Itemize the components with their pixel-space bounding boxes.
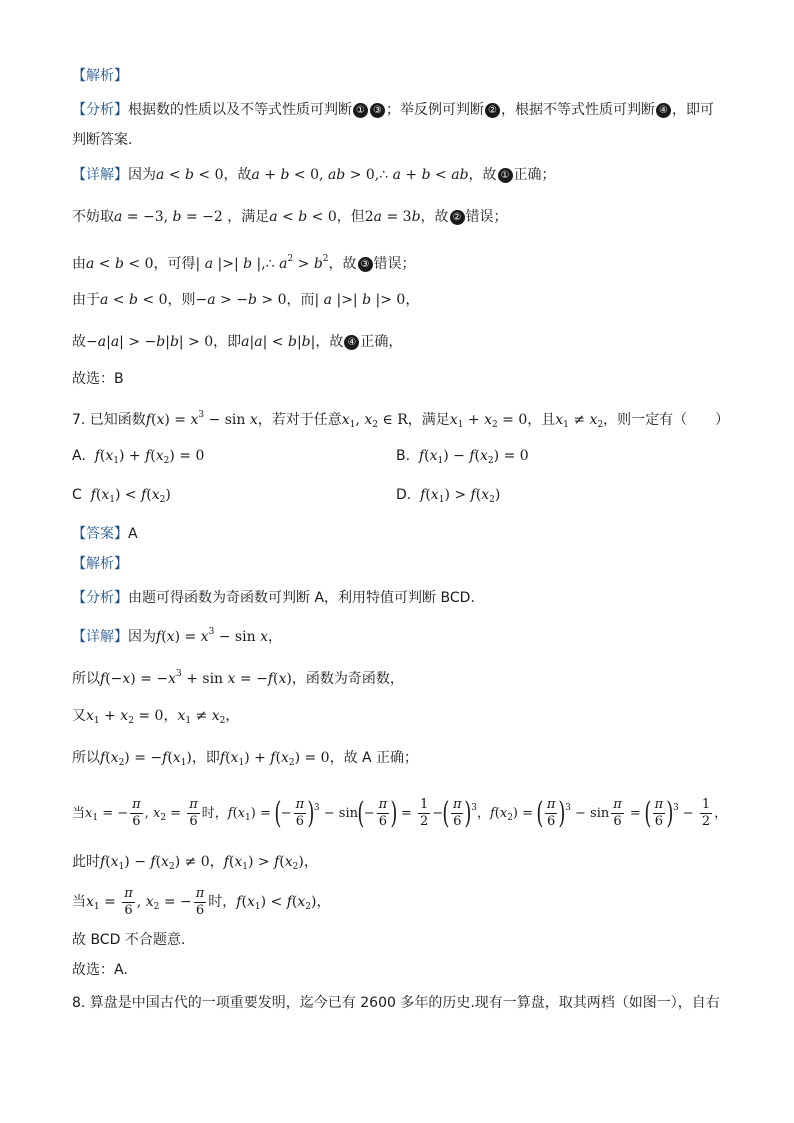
- xiangjie-7-line-7: 当$x_1$ = $\frac{\pi}{6}$ , $x_2$ = − $\frac{\pi}{6}$ 时，$f(x_1) < f(x_2)$，: [72, 885, 331, 918]
- circled-1: ①: [353, 103, 368, 118]
- question-7: 7. 已知函数$f(x) = x^3 - \sin x$，若对于任意$x_1$, $x_2$ ∈ R，满足$x_1 + x_2 = 0$，且$x_1 \ne x_2$，则一定有（ ）: [72, 410, 730, 430]
- fenxi-line-1: 【分析】根据数的性质以及不等式性质可判断 ① ③ ；举反例可判断 ② ，根据不等式性质可判断 ④ ，即可: [72, 102, 714, 118]
- jiexi-heading: 【解析】: [72, 68, 128, 84]
- option-a: A. $f(x_1) + f(x_2) = 0$: [72, 448, 205, 466]
- circled-4: ④: [656, 103, 671, 118]
- xiangjie-7-line-4: 所以$f(x_2) = -f(x_1)$，即$f(x_1) + f(x_2) = 0$，故 A 正确；: [72, 750, 419, 768]
- xiangjie-7-line-8: 故 BCD 不合题意.: [72, 932, 186, 948]
- option-d: D. $f(x_1) > f(x_2)$: [396, 487, 501, 505]
- choice-line-6: 故选：B: [72, 371, 124, 387]
- xiangjie-line-3: 由a < b < 0，可得| a |>| b |,∴ $a^2 > b^2$，故 ③ 错误；: [72, 254, 416, 272]
- xiangjie-line-2: 不妨取a = −3, b = −2 ，满足a < b < 0，但2a = 3b，故 ② 错误；: [72, 209, 508, 225]
- options-row-1: [72, 446, 732, 471]
- circled-2: ②: [485, 103, 500, 118]
- fenxi-line-7: 【分析】由题可得函数为奇函数可判断 A，利用特值可判断 BCD.: [72, 590, 475, 606]
- xiangjie-line-1: 【详解】因为a < b < 0，故a + b < 0, ab > 0,∴ a + b < ab，故 ① 正确；: [72, 167, 556, 183]
- choice-line-7: 故选：A.: [72, 962, 128, 978]
- xiangjie-7-line-5: 当$x_1$ = − $\frac{\pi}{6}$ , $x_2$ = $\frac{\pi}{6}$ 时，$f(x_1)$ = (− $\frac{\pi}{6}$ )$^3$ − sin(− $\frac{\pi}{6}$ ) = $\frac{1}{2}$ −( $\frac{\pi}{6}$ )$^3$，$f(x_2)$ = ( $\frac{\pi}{6}$ )$^3$ − sin $\frac{\pi}{6}$ = ( $\frac{\pi}{6}$ )$^3$ − $\frac{1}{2}$ ，: [72, 795, 728, 831]
- fenxi-line-2: 判断答案.: [72, 132, 133, 148]
- answer-line: 【答案】A: [72, 526, 138, 542]
- xiangjie-line-4: 由于a < b < 0，则−a > −b > 0，而| a |>| b |> 0，: [72, 292, 420, 308]
- xiangjie-7-line-6: 此时$f(x_1) - f(x_2) \ne 0$，$f(x_1) > f(x_2)$，: [72, 854, 318, 872]
- option-c: C $f(x_1) < f(x_2)$: [72, 487, 171, 505]
- xiangjie-7-line-2: 所以$f(-x) = -x^3 + \sin x = -f(x)$，函数为奇函数，: [72, 669, 404, 687]
- option-b: B. $f(x_1) - f(x_2) = 0$: [396, 448, 529, 466]
- xiangjie-7-line-3: 又$x_1 + x_2 = 0$，$x_1 \ne x_2$，: [72, 708, 240, 726]
- options-row-2: [72, 485, 732, 510]
- jiexi-heading-2: 【解析】: [72, 556, 128, 572]
- xiangjie-7-line-1: 【详解】因为$f(x) = x^3 - \sin x$，: [72, 627, 282, 645]
- circled-3: ③: [370, 103, 385, 118]
- question-8: 8. 算盘是中国古代的一项重要发明，迄今已有 2600 多年的历史.现有一算盘，取其两档（如图一），自右: [72, 995, 720, 1011]
- xiangjie-line-5: 故−a|a| > −b|b| > 0，即a|a| < b|b|，故 ④ 正确，: [72, 334, 403, 350]
